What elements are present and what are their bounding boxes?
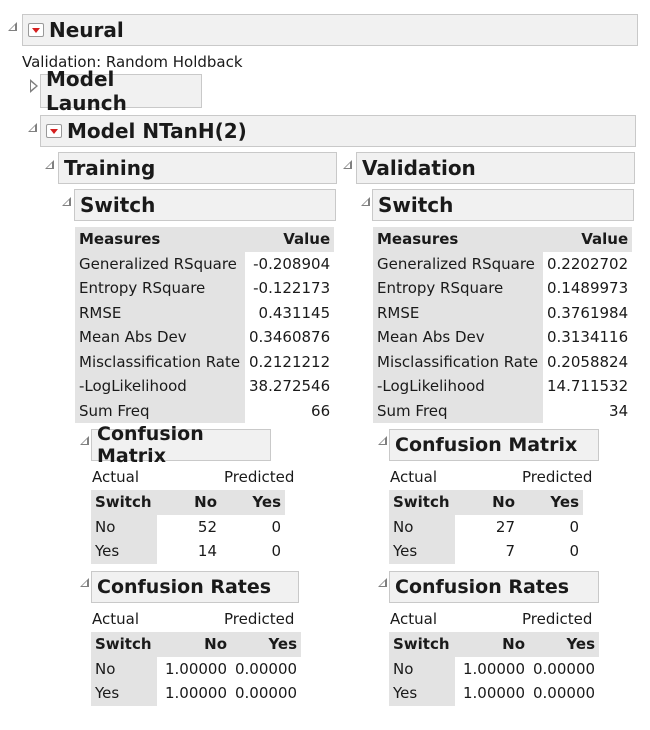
report-title: Neural xyxy=(49,18,124,42)
actual-label: Actual xyxy=(390,610,437,628)
actual-label: Actual xyxy=(92,468,139,486)
cell: 0 xyxy=(569,517,579,536)
confusion-matrix-table xyxy=(389,490,583,564)
yes-col-header: Yes xyxy=(566,635,596,654)
disclosure-open-icon[interactable] xyxy=(45,160,55,170)
confusion-matrix-table xyxy=(91,490,285,564)
measure-label: RMSE xyxy=(75,301,245,326)
yes-col-header: Yes xyxy=(252,493,281,512)
confusion-rates-header xyxy=(91,571,299,603)
confusion-rates-label: Confusion Rates xyxy=(97,576,272,598)
measure-value: 38.272546 xyxy=(249,377,331,396)
measure-label: Misclassification Rate xyxy=(373,350,543,375)
confusion-rates-table xyxy=(389,632,599,706)
value-header: Value xyxy=(283,230,331,249)
disclosure-open-icon[interactable] xyxy=(8,22,18,32)
cell: 1.00000 xyxy=(164,659,227,678)
actual-label: Actual xyxy=(390,468,437,486)
training-header xyxy=(58,152,337,184)
yes-col-header: Yes xyxy=(268,635,298,654)
model-launch-label: Model Launch xyxy=(46,67,127,115)
validation-header xyxy=(356,152,635,184)
switch-col-header: Switch xyxy=(393,635,450,654)
measures-header: Measures xyxy=(377,230,459,249)
measures-header: Measures xyxy=(79,230,161,249)
measure-value: 0.431145 xyxy=(258,303,331,322)
row-label: No xyxy=(389,657,455,682)
switch-label: Switch xyxy=(378,193,454,217)
measure-label: Sum Freq xyxy=(75,399,245,424)
cell: 0 xyxy=(271,542,281,561)
cell: 0.00000 xyxy=(533,684,596,703)
measure-value: 66 xyxy=(311,401,331,420)
confusion-rates-header xyxy=(389,571,599,603)
model-launch-header[interactable] xyxy=(40,67,202,115)
disclosure-open-icon[interactable] xyxy=(361,197,371,207)
switch-header xyxy=(74,189,336,221)
disclosure-open-icon[interactable] xyxy=(378,578,388,588)
cell: 0 xyxy=(569,542,579,561)
training-label: Training xyxy=(64,156,156,180)
cell: 0.00000 xyxy=(533,659,596,678)
red-triangle-menu-icon[interactable] xyxy=(46,124,62,138)
measure-label: RMSE xyxy=(373,301,543,326)
measure-value: 0.3761984 xyxy=(547,303,629,322)
measure-value: 0.3460876 xyxy=(249,328,331,347)
measure-label: Misclassification Rate xyxy=(75,350,245,375)
validation-method-text: Validation: Random Holdback xyxy=(22,53,243,71)
row-label: Yes xyxy=(389,681,455,706)
cell: 14 xyxy=(197,542,217,561)
disclosure-open-icon[interactable] xyxy=(378,436,388,446)
model-header xyxy=(40,115,636,147)
cell: 1.00000 xyxy=(462,684,525,703)
predicted-label: Predicted xyxy=(224,610,295,628)
cell: 0.00000 xyxy=(235,684,298,703)
measure-label: Sum Freq xyxy=(373,399,543,424)
cell: 1.00000 xyxy=(462,659,525,678)
measure-label: Generalized RSquare xyxy=(75,252,245,277)
cell: 1.00000 xyxy=(164,684,227,703)
measure-label: -LogLikelihood xyxy=(373,374,543,399)
switch-col-header: Switch xyxy=(393,493,450,512)
measure-label: Mean Abs Dev xyxy=(75,325,245,350)
measure-label: Entropy RSquare xyxy=(75,276,245,301)
cell: 0 xyxy=(271,517,281,536)
no-col-header: No xyxy=(194,493,217,512)
cell: 52 xyxy=(197,517,217,536)
measure-label: Generalized RSquare xyxy=(373,252,543,277)
red-triangle-menu-icon[interactable] xyxy=(28,23,44,37)
cell: 27 xyxy=(495,517,515,536)
confusion-rates-label: Confusion Rates xyxy=(395,576,570,598)
switch-col-header: Switch xyxy=(95,635,152,654)
confusion-matrix-header xyxy=(91,423,271,467)
no-col-header: No xyxy=(204,635,227,654)
row-label: No xyxy=(91,515,157,540)
confusion-matrix-label: Confusion Matrix xyxy=(395,434,578,456)
disclosure-open-icon[interactable] xyxy=(80,436,90,446)
measures-table xyxy=(75,227,334,423)
neural-header xyxy=(22,14,638,46)
measure-value: 0.2058824 xyxy=(547,352,629,371)
row-label: No xyxy=(91,657,157,682)
validation-label: Validation xyxy=(362,156,476,180)
no-col-header: No xyxy=(502,635,525,654)
confusion-matrix-header xyxy=(389,429,599,461)
yes-col-header: Yes xyxy=(550,493,579,512)
measure-value: 0.2121212 xyxy=(249,352,331,371)
actual-label: Actual xyxy=(92,610,139,628)
measure-value: 34 xyxy=(609,401,629,420)
measure-value: 0.1489973 xyxy=(547,279,629,298)
row-label: No xyxy=(389,515,455,540)
disclosure-open-icon[interactable] xyxy=(343,160,353,170)
measure-value: 0.3134116 xyxy=(547,328,629,347)
no-col-header: No xyxy=(492,493,515,512)
switch-label: Switch xyxy=(80,193,156,217)
measure-value: -0.208904 xyxy=(253,254,331,273)
measure-value: -0.122173 xyxy=(253,279,331,298)
switch-col-header: Switch xyxy=(95,493,152,512)
row-label: Yes xyxy=(91,539,157,564)
cell: 7 xyxy=(505,542,515,561)
disclosure-open-icon[interactable] xyxy=(28,123,38,133)
cell: 0.00000 xyxy=(235,659,298,678)
switch-header xyxy=(372,189,634,221)
confusion-matrix-label: Confusion Matrix xyxy=(97,423,204,467)
predicted-label: Predicted xyxy=(522,610,593,628)
measure-label: -LogLikelihood xyxy=(75,374,245,399)
value-header: Value xyxy=(581,230,629,249)
measures-table xyxy=(373,227,632,423)
measure-label: Entropy RSquare xyxy=(373,276,543,301)
row-label: Yes xyxy=(91,681,157,706)
row-label: Yes xyxy=(389,539,455,564)
predicted-label: Predicted xyxy=(224,468,295,486)
measure-value: 0.2202702 xyxy=(547,254,629,273)
confusion-rates-table xyxy=(91,632,301,706)
model-label: Model NTanH(2) xyxy=(67,119,247,143)
disclosure-open-icon[interactable] xyxy=(80,578,90,588)
disclosure-open-icon[interactable] xyxy=(62,197,72,207)
measure-label: Mean Abs Dev xyxy=(373,325,543,350)
predicted-label: Predicted xyxy=(522,468,593,486)
disclosure-closed-icon[interactable] xyxy=(30,79,38,93)
measure-value: 14.711532 xyxy=(547,377,629,396)
